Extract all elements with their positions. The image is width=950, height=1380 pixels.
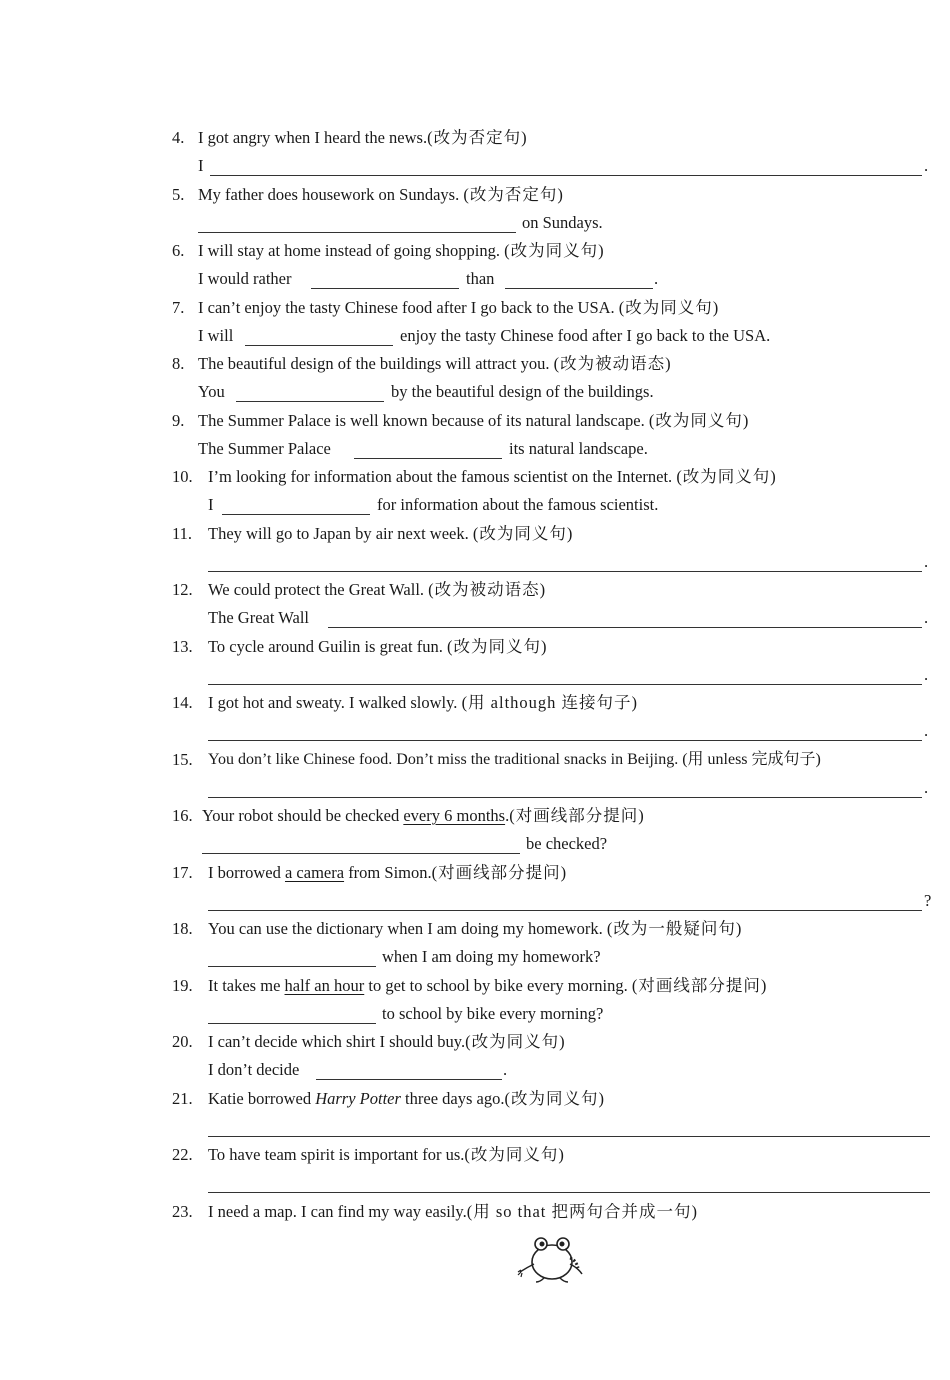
answer-line[interactable] bbox=[208, 910, 922, 911]
underlined-phrase: half an hour bbox=[284, 976, 365, 995]
answer-line[interactable] bbox=[208, 684, 922, 685]
worksheet-page: 4. I got angry when I heard the news.(改为否定句) I . 5. My father does housework on Sundays. (改为否定句) on Sundays. 6. I will stay at home instead of going shopping. (改为同义句) I would rather than . 7. I can’t enjoy the tasty Chinese food after I go back to the USA. (改为同义句) I will enjoy the tasty Chinese food after I go back to the USA. 8. The beautiful design of the buildings will attract you. (改为被动语态) You by the beautiful design of the buildings. 9. The Summer Palace is well known because of its natural landscape. (改为同义句) The Summer Palace its natural landscape. 10. I’m looking for information about the famous scientist on the Internet. (改为同义句) I for information about the famous scientist. 11. They will go to Japan by air next week. (改为同义句) . 12. We could protect the Great Wall. (改为被动语态) The Great Wall . 13. To cycle around Guilin is great fun. (改为同义句) . 14. I got hot and sweaty. I walked slowly. (用 although 连接句子) . 15. You don’t like Chinese food. Don’t miss the traditional snacks in Beijing. (用 unless 完成句子) . 16. Your robot should be checked every 6 months.(对画线部分提问) be checked? 17. I borrowed a camera from Simon.(对画线部分提问) ? 18. You can use the dictionary when I am doing my homework. (改为一般疑问句) when I am doing my homework? 19. It takes me half an hour to get to school by bike every morning. (对画线部分提问) to school by bike every morning? 20. I can’t decide which shirt I should buy.(改为同义句) I don’t decide . 21. Katie borrowed Harry Potter three days ago.(改为同义句) 22. To have team spirit is important for us.(改为同义句) 23. I need a map. I can find my way easily.(用 so that 把两句合并成一句) bbox=[0, 0, 950, 1380]
answer-blank[interactable] bbox=[222, 514, 370, 515]
answer-blank[interactable] bbox=[311, 288, 459, 289]
answer-blank[interactable] bbox=[208, 1023, 376, 1024]
answer-line[interactable] bbox=[210, 175, 922, 176]
frog-mascot-icon bbox=[516, 1232, 588, 1284]
answer-blank[interactable] bbox=[198, 232, 516, 233]
answer-line[interactable] bbox=[328, 627, 922, 628]
answer-line[interactable] bbox=[208, 571, 922, 572]
answer-blank[interactable] bbox=[208, 966, 376, 967]
answer-line[interactable] bbox=[208, 797, 922, 798]
answer-blank[interactable] bbox=[316, 1079, 502, 1080]
underlined-phrase: a camera bbox=[284, 863, 345, 882]
answer-blank[interactable] bbox=[354, 458, 502, 459]
book-title: Harry Potter bbox=[315, 1089, 401, 1108]
answer-line[interactable] bbox=[208, 740, 922, 741]
answer-blank[interactable] bbox=[505, 288, 653, 289]
answer-blank[interactable] bbox=[236, 401, 384, 402]
question-text: I got angry when I heard the news.(改为否定句) bbox=[198, 128, 528, 147]
answer-blank[interactable] bbox=[245, 345, 393, 346]
underlined-phrase: every 6 months bbox=[403, 806, 506, 825]
answer-line[interactable] bbox=[208, 1136, 930, 1137]
answer-blank[interactable] bbox=[202, 853, 520, 854]
answer-line[interactable] bbox=[208, 1192, 930, 1193]
